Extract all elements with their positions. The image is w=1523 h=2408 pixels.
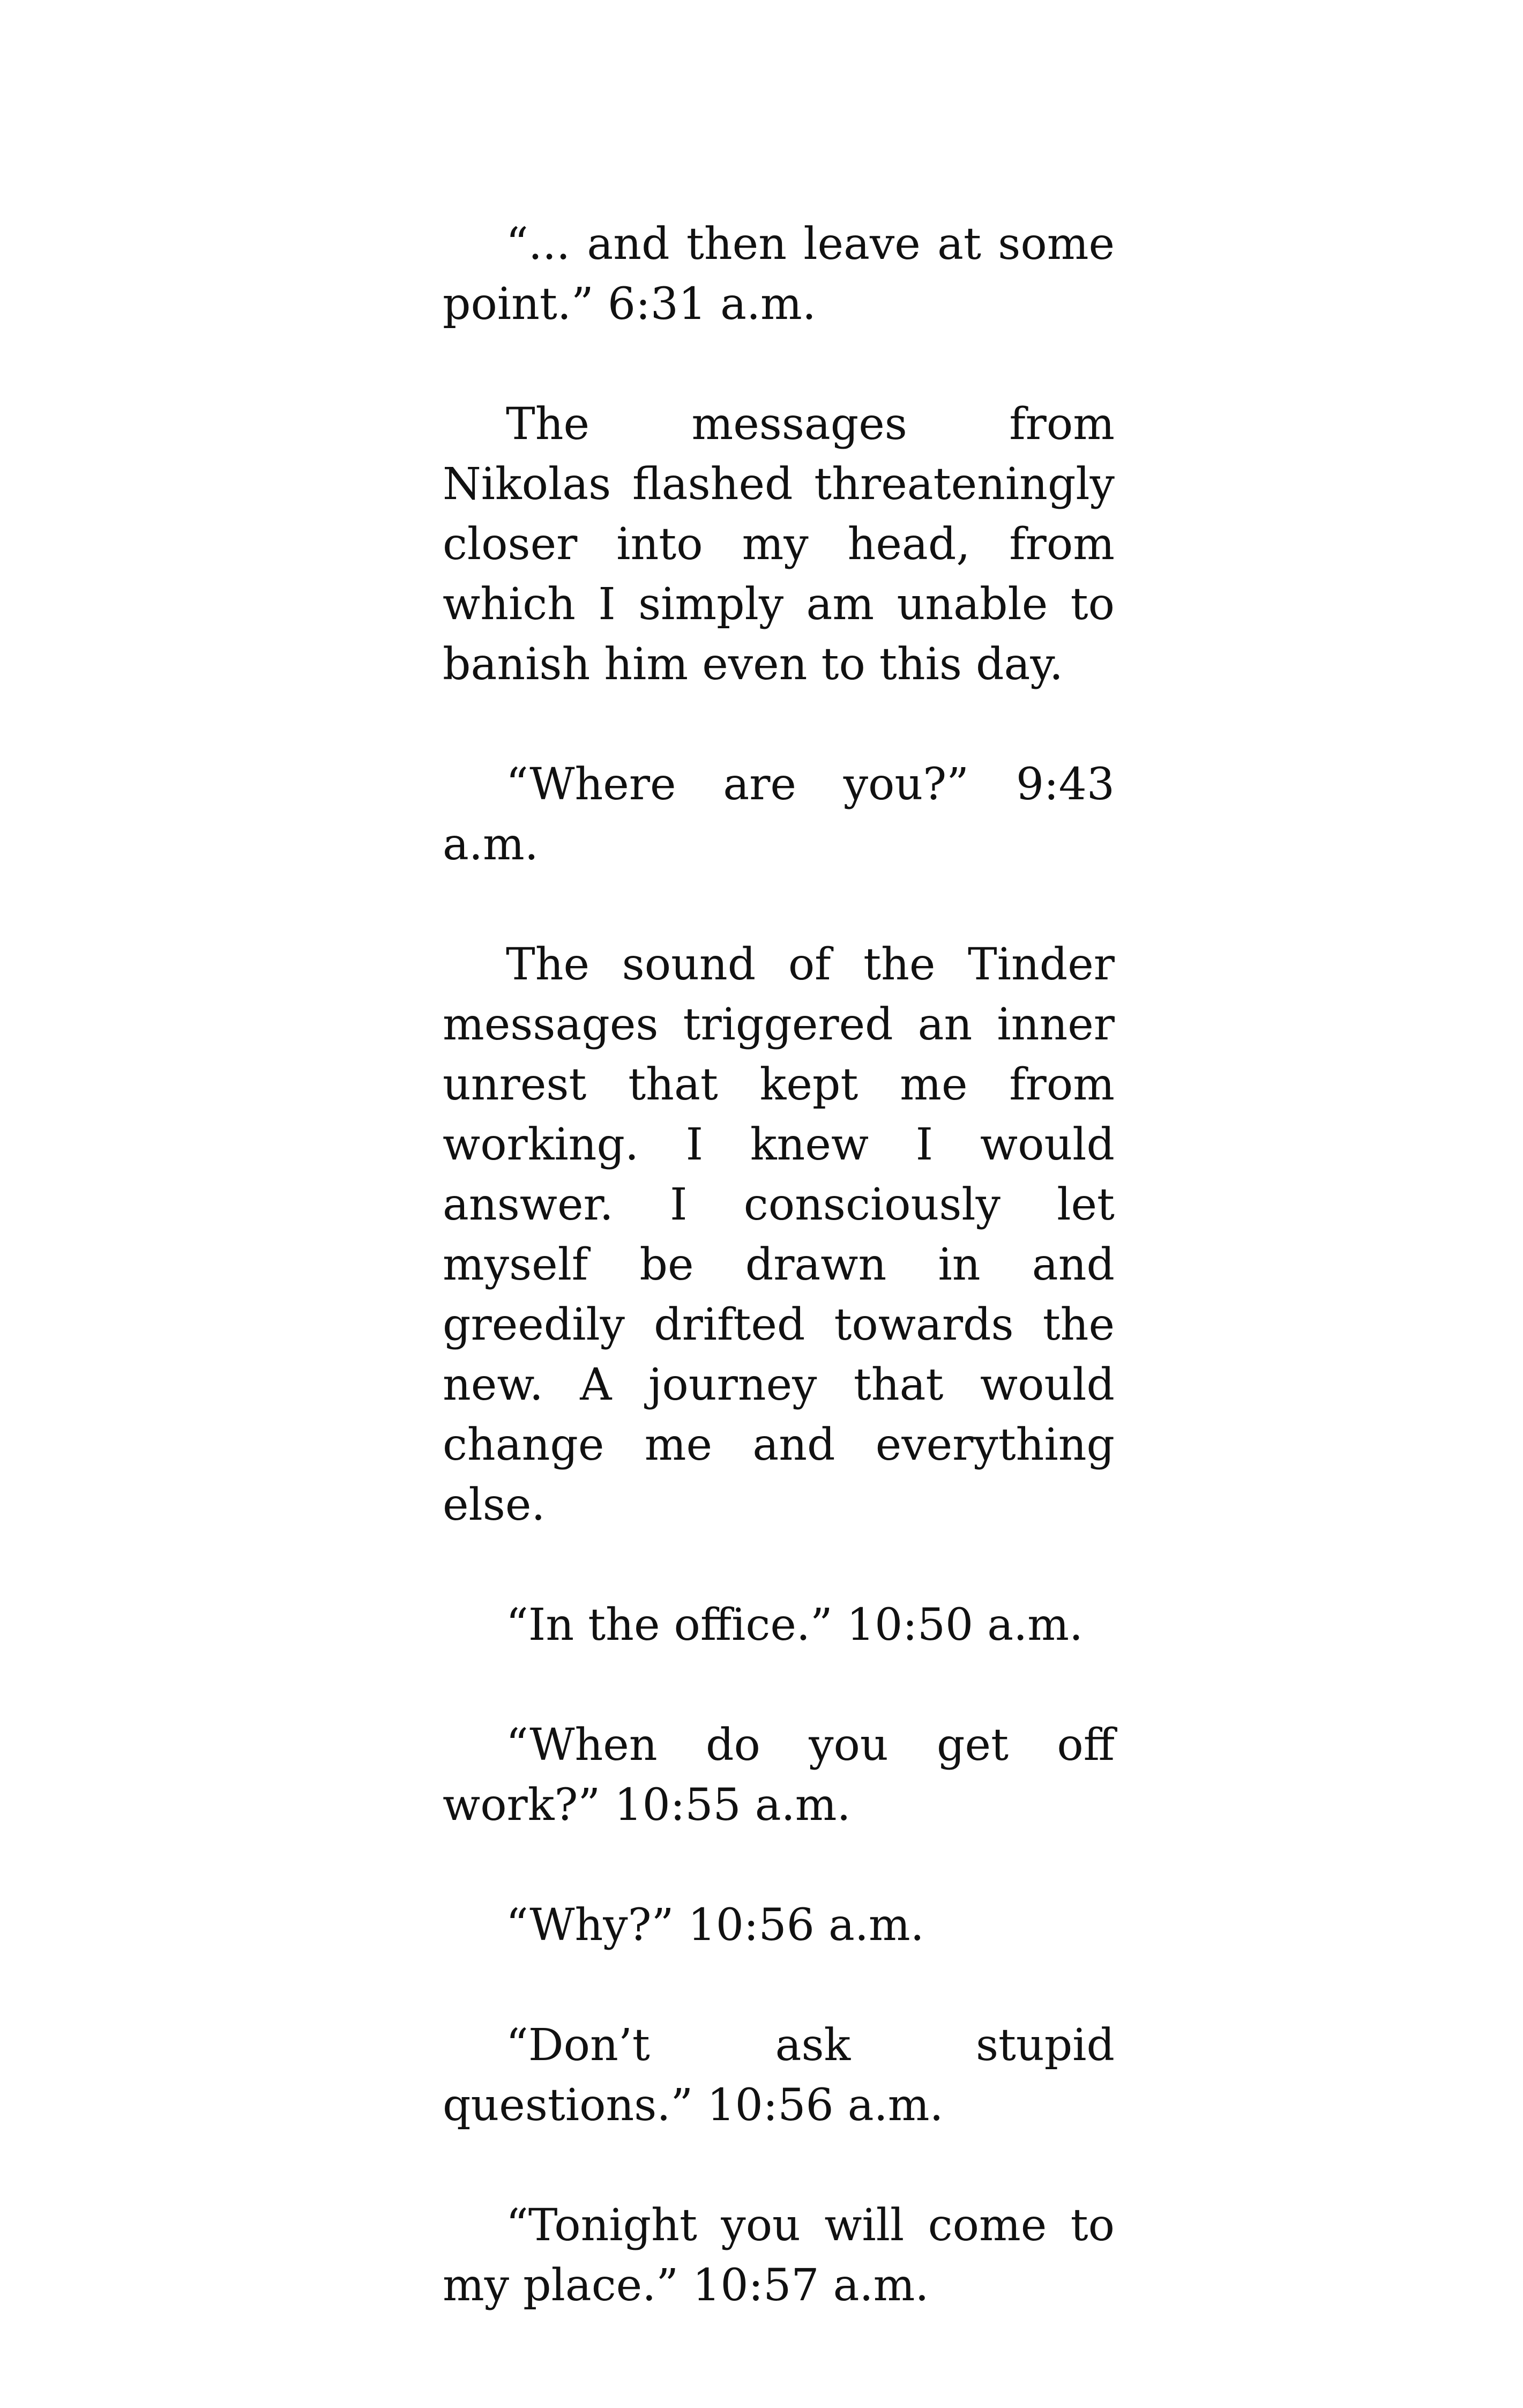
- paragraph-tinder-messages: The sound of the Tinder messages triggered an inner unrest that kept me from working. I knew I would answer. I consciously let myself be drawn in and greedily drifted towards the new. A journey that would change me and everything else.: [443, 939, 1115, 1530]
- paragraph-messages-from-nikolas: The messages from Nikolas flashed threateningly closer into my head, from which I simply am unable to banish him even to this day.: [443, 399, 1115, 690]
- paragraph-in-the-office: “In the office.” 10:50 a.m.: [506, 1600, 1084, 1651]
- paragraph-tonight-you-will-come: “Tonight you will come to my place.” 10:57 a.m.: [443, 2200, 1115, 2311]
- paragraph-where-are-you: “Where are you?” 9:43 a.m.: [443, 759, 1115, 870]
- paragraph-dont-ask-stupid-questions: “Don’t ask stupid questions.” 10:56 a.m.: [443, 2020, 1115, 2131]
- paragraph-when-do-you-get-off-work: “When do you get off work?” 10:55 a.m.: [443, 1720, 1115, 1831]
- paragraph-why: “Why?” 10:56 a.m.: [506, 1900, 924, 1951]
- paragraph-leave-at-some-point: “... and then leave at some point.” 6:31 a.m.: [443, 219, 1115, 330]
- body-text: [443, 214, 1115, 2316]
